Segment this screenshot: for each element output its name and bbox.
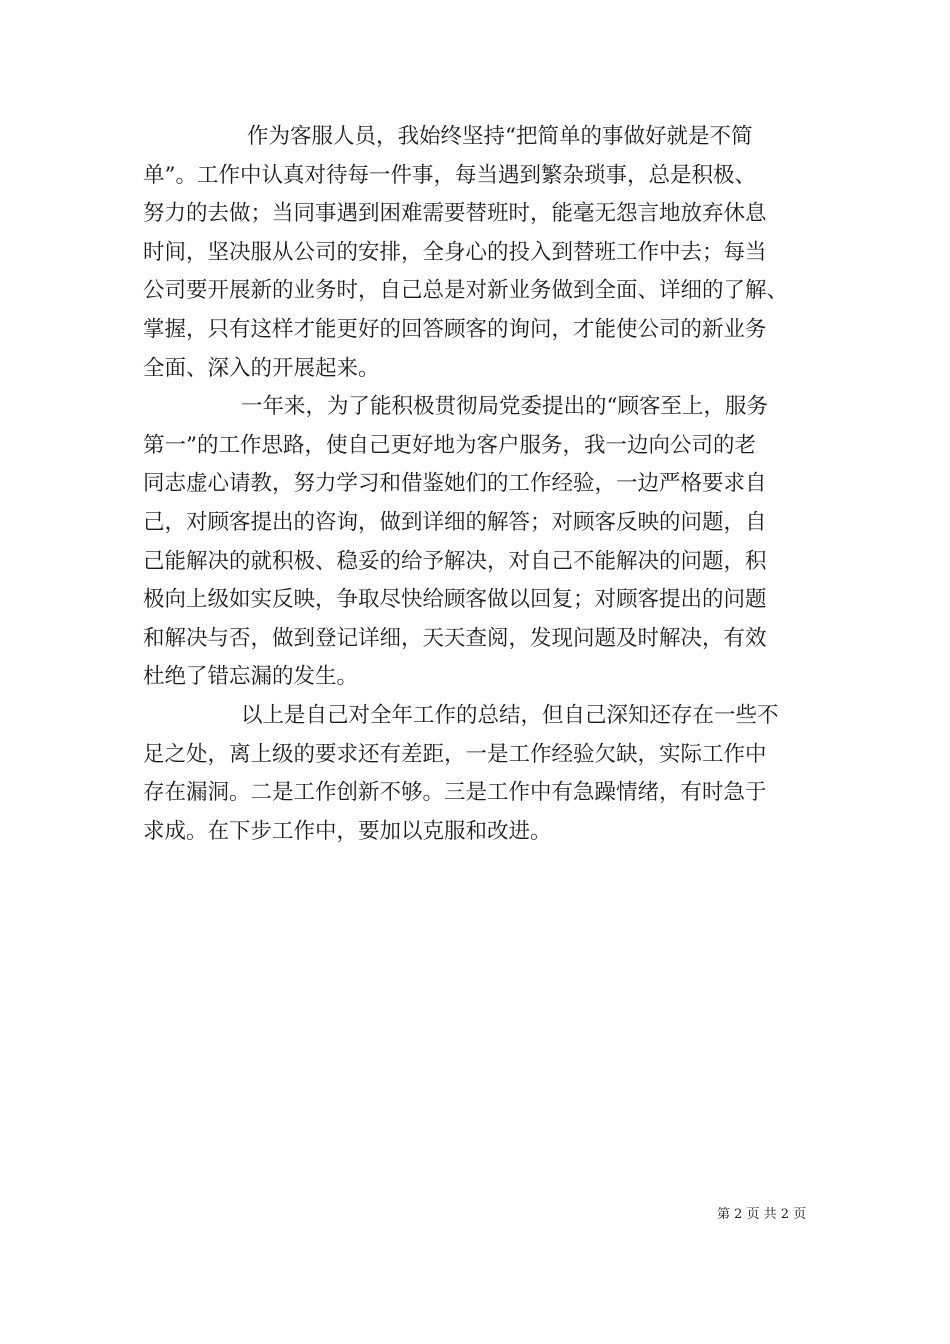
paragraph-line: 以上是自己对全年工作的总结，但自己深知还存在一些不 <box>241 702 779 728</box>
paragraph-line: 和解决与否，做到登记详细，天天查阅，发现问题及时解决，有效 <box>143 625 767 651</box>
paragraph-line: 求成。在下步工作中，要加以克服和改进。 <box>143 818 552 844</box>
paragraph-line: 公司要开展新的业务时，自己总是对新业务做到全面、详细的了解、 <box>143 278 789 304</box>
paragraph-line: 作为客服人员，我始终坚持“把简单的事做好就是不简 <box>247 124 753 149</box>
paragraph-line: 时间，坚决服从公司的安排，全身心的投入到替班工作中去；每当 <box>143 239 767 265</box>
paragraph-2 <box>143 388 809 697</box>
paragraph-line: 足之处，离上级的要求还有差距，一是工作经验欠缺，实际工作中 <box>143 741 767 767</box>
paragraph-line: 己，对顾客提出的咨询，做到详细的解答；对顾客反映的问题，自 <box>143 509 767 535</box>
paragraph-3 <box>143 697 809 851</box>
paragraph-line: 同志虚心请教，努力学习和借鉴她们的工作经验，一边严格要求自 <box>143 471 767 497</box>
paragraph-line: 掌握，只有这样才能更好的回答顾客的询问，才能使公司的新业务 <box>143 316 767 342</box>
paragraph-line: 极向上级如实反映，争取尽快给顾客做以回复；对顾客提出的问题 <box>143 587 767 613</box>
paragraph-line: 第一”的工作思路，使自己更好地为客户服务，我一边向公司的老 <box>143 432 756 458</box>
paragraph-line: 单”。工作中认真对待每一件事，每当遇到繁杂琐事，总是积极、 <box>143 162 756 188</box>
document-body <box>143 118 809 851</box>
paragraph-line: 全面、深入的开展起来。 <box>143 355 380 381</box>
paragraph-line: 努力的去做；当同事遇到困难需要替班时，能毫无怨言地放弃休息 <box>143 201 767 227</box>
paragraph-1 <box>143 118 809 388</box>
paragraph-line: 杜绝了错忘漏的发生。 <box>143 664 359 690</box>
paragraph-line: 存在漏洞。二是工作创新不够。三是工作中有急躁情绪，有时急于 <box>143 780 767 806</box>
paragraph-line: 一年来，为了能积极贯彻局党委提出的“顾客至上，服务 <box>241 394 768 420</box>
page-number-footer: 第 2 页 共 2 页 <box>717 1207 807 1222</box>
paragraph-line: 己能解决的就积极、稳妥的给予解决，对自己不能解决的问题，积 <box>143 548 767 574</box>
